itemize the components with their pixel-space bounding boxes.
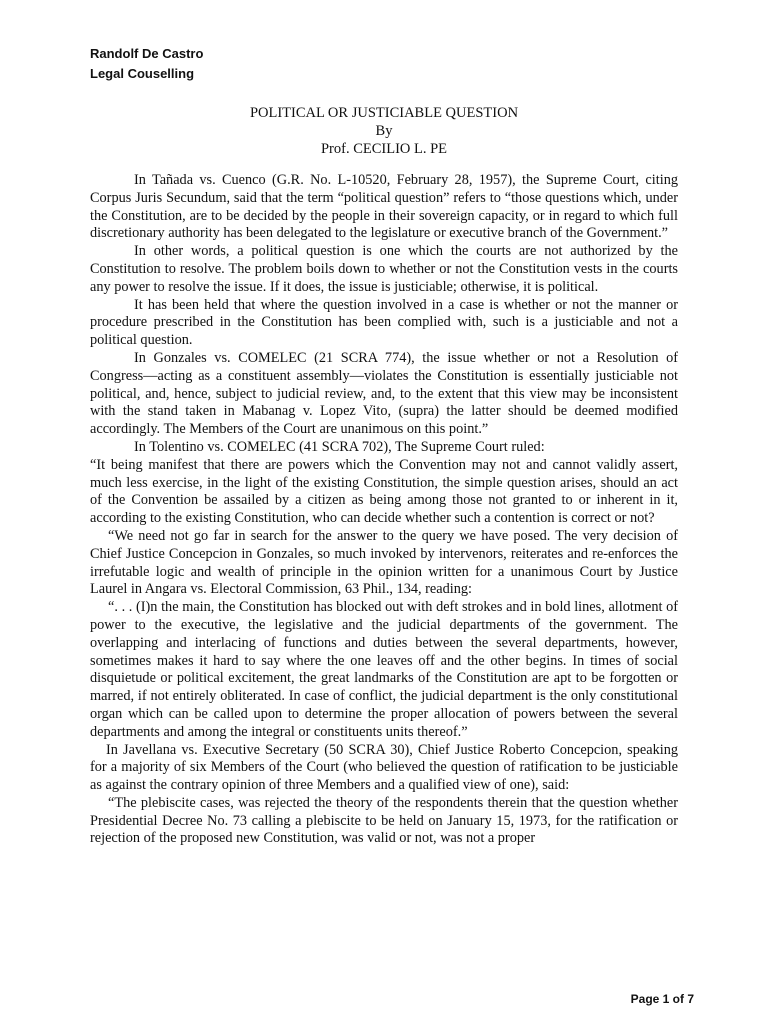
quote-paragraph: “The plebiscite cases, was rejected the theory of the respondents therein that the question whether Presidential Decree No. 73 calling a plebiscite to be held on January 15, 1973, for the ratification or rejection of the proposed new Constitution, was valid or not, was not a proper	[90, 794, 678, 847]
page-number: Page 1 of 7	[630, 992, 694, 1006]
title-author: Prof. CECILIO L. PE	[320, 141, 448, 157]
paragraph: In Tolentino vs. COMELEC (41 SCRA 702), The Supreme Court ruled:	[134, 438, 545, 455]
paragraph: In Javellana vs. Executive Secretary (50 SCRA 30), Chief Justice Roberto Concepcion, speaking for a majority of six Members of the Court (who believed the question of ratification to be justiciable as against the contrary opinion of three Members and a qualified view of one), said:	[90, 741, 678, 794]
quote-paragraph: “. . . (I)n the main, the Constitution has blocked out with deft strokes and in bold lines, allotment of power to the executive, the legislative and the judicial departments of the government. The overlapping and interlacing of functions and duties between the several departments, however, sometimes makes it hard to say where the one leaves off and the other begins. In times of social disquietude or political excitement, the great landmarks of the Constitution are apt to be forgotten or marred, if not entirely obliterated. In case of conflict, the judicial department is the only constitutional organ which can be called upon to determine the proper allocation of powers between the several departments and among the integral or constituents units thereof.”	[90, 599, 678, 740]
paragraph: In Gonzales vs. COMELEC (21 SCRA 774), the issue whether or not a Resolution of Congress—acting as a constituent assembly—violates the Constitution is essentially justiciable not political, and, hence, subject to judicial review, and, to the extent that this view may be inconsistent with the stand taken in Mabanag v. Lopez Vito, (supra) the latter should be deemed modified accordingly. The Members of the Court are unanimous on this point.”	[90, 349, 678, 438]
author-name: Randolf De Castro	[90, 46, 204, 61]
paragraph: In other words, a political question is one which the courts are not authorized by the Constitution to resolve. The problem boils down to whether or not the Constitution vests in the courts any power to resolve the issue. If it does, the issue is justiciable; otherwise, it is political.	[90, 243, 678, 295]
paragraph: It has been held that where the question involved in a case is whether or not the manner or procedure prescribed in the Constitution has been complied with, such is a justiciable and not a political question.	[90, 296, 678, 349]
document-body	[90, 172, 678, 848]
paragraph: In Tañada vs. Cuenco (G.R. No. L-10520, February 28, 1957), the Supreme Court, citing Corpus Juris Secundum, said that the term “political question” refers to “those questions which, under the Constitution, are to be decided by the people in their sovereign capacity, or in regard to which full discretionary authority has been delegated to the legislature or executive branch of the Government.”	[90, 172, 678, 242]
quote-paragraph: “It being manifest that there are powers which the Convention may not and cannot validly assert, much less exercise, in the light of the existing Constitution, the simple question arises, should an act of the Convention be assailed by a citizen as being among those not granted to or inherent in it, according to the existing Constitution, who can decide whether such a contention is correct or not?	[90, 456, 678, 527]
author-role: Legal Couselling	[90, 66, 195, 81]
title-block	[90, 104, 678, 158]
title-by: By	[375, 123, 393, 139]
document-title: POLITICAL OR JUSTICIABLE QUESTION	[249, 105, 519, 121]
quote-paragraph: “We need not go far in search for the answer to the query we have posed. The very decision of Chief Justice Concepcion in Gonzales, so much invoked by intervenors, reiterates and re-enforces the irrefutable logic and wealth of principle in the opinion written for a unanimous Court by Justice Laurel in Angara vs. Electoral Commission, 63 Phil., 134, reading:	[90, 527, 678, 598]
